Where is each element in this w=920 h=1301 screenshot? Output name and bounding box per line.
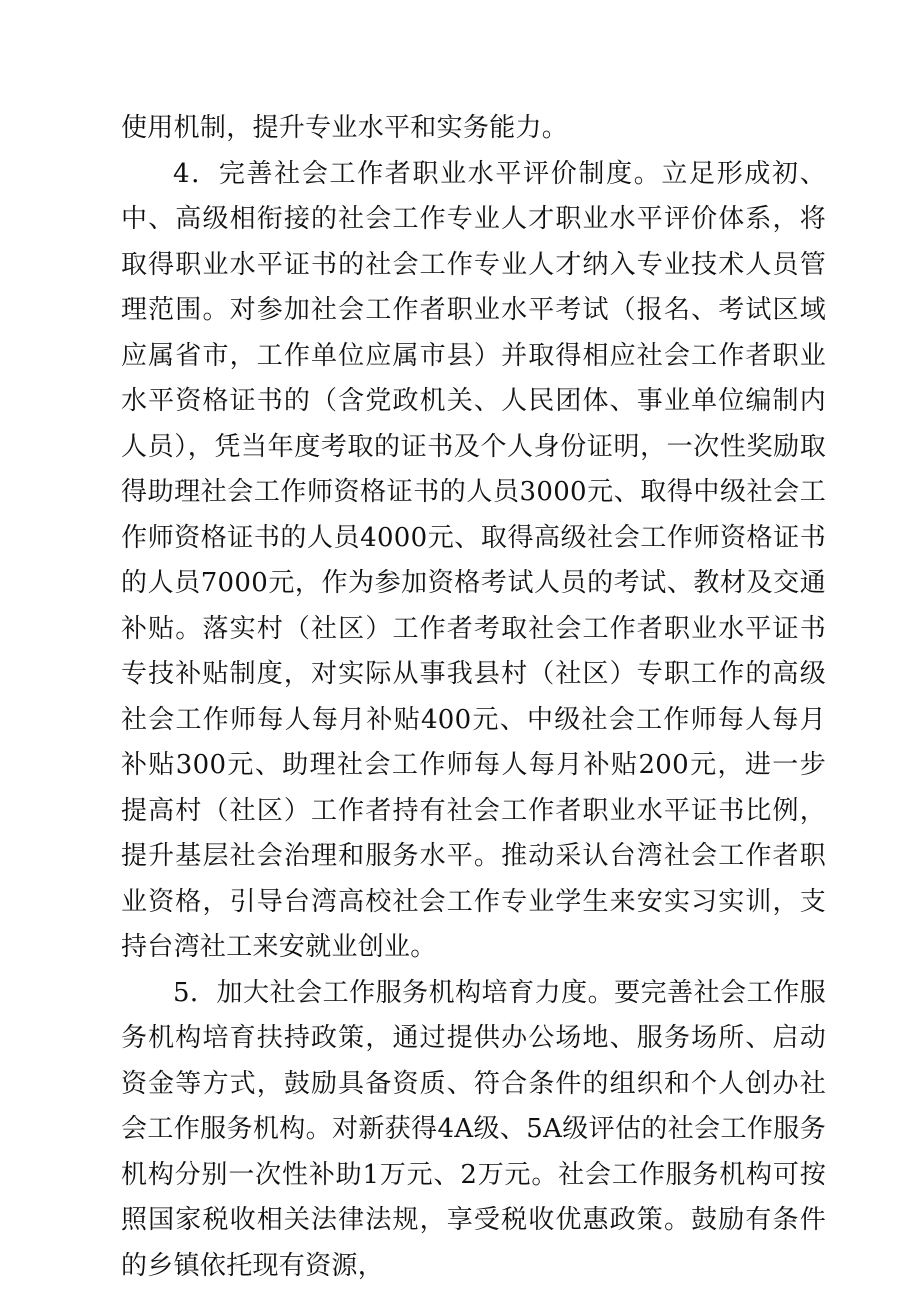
document-body — [121, 106, 826, 1289]
paragraph-item-5: 5．加大社会工作服务机构培育力度。要完善社会工作服务机构培育扶持政策，通过提供办公场地、服务场所、启动资金等方式，鼓励具备资质、符合条件的组织和个人创办社会工作服务机构。对新获得4A级、5A级评估的社会工作服务机构分别一次性补助1万元、2万元。社会工作服务机构可按照国家税收相关法律法规，享受税收优惠政策。鼓励有条件的乡镇依托现有资源， — [121, 977, 826, 1281]
paragraph-item-4: 4．完善社会工作者职业水平评价制度。立足形成初、中、高级相衔接的社会工作专业人才职业水平评价体系，将取得职业水平证书的社会工作专业人才纳入专业技术人员管理范围。对参加社会工作者职业水平考试（报名、考试区域应属省市，工作单位应属市县）并取得相应社会工作者职业水平资格证书的（含党政机关、人民团体、事业单位编制内人员），凭当年度考取的证书及个人身份证明，一次性奖励取得助理社会工作师资格证书的人员3000元、取得中级社会工作师资格证书的人员4000元、取得高级社会工作师资格证书的人员7000元，作为参加资格考试人员的考试、教材及交通补贴。落实村（社区）工作者考取社会工作者职业水平证书专技补贴制度，对实际从事我县村（社区）专职工作的高级社会工作师每人每月补贴400元、中级社会工作师每人每月补贴300元、助理社会工作师每人每月补贴200元，进一步提高村（社区）工作者持有社会工作者职业水平证书比例，提升基层社会治理和服务水平。推动采认台湾社会工作者职业资格，引导台湾高校社会工作专业学生来安实习实训，支持台湾社工来安就业创业。 — [121, 158, 826, 962]
paragraph-continuation: 使用机制，提升专业水平和实务能力。 — [121, 113, 569, 143]
